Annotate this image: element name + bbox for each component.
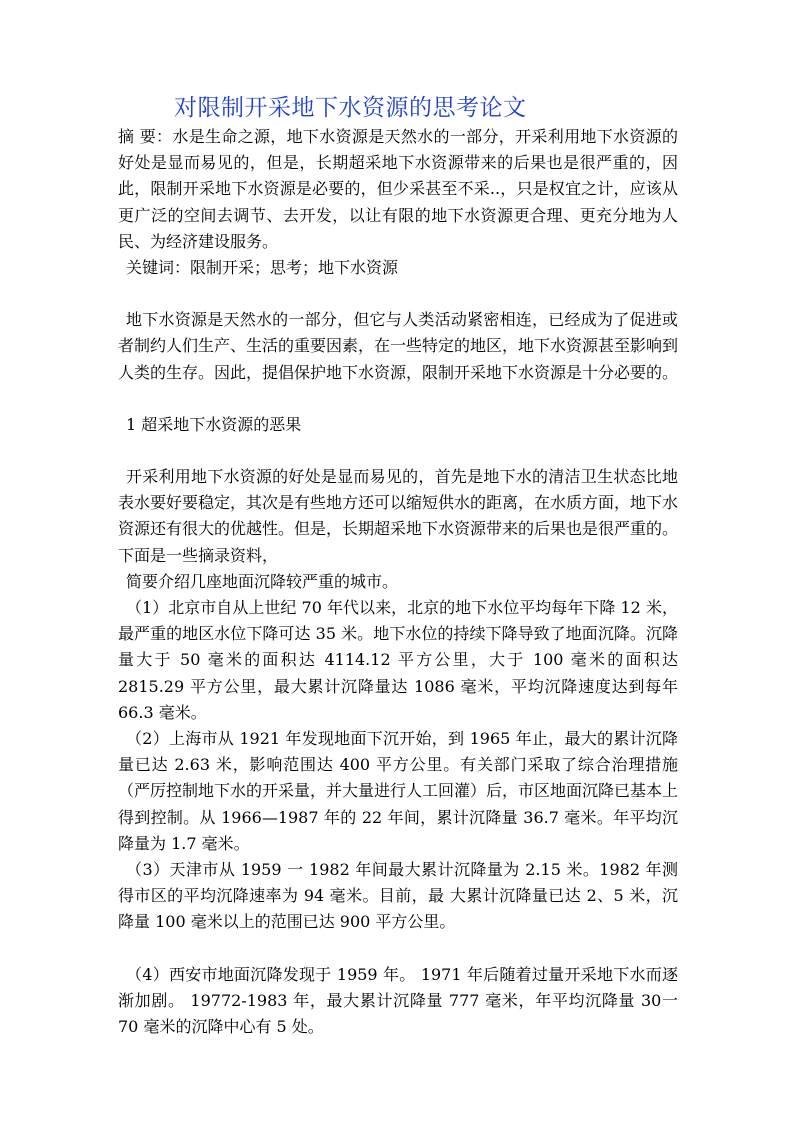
- list-item-xian: （4）西安市地面沉降发现于 1959 年。 1971 年后随着过量开采地下水而逐渐加剧。 19772-1983 年，最大累计沉降量 777 毫米，年平均沉降量 30一70 毫米的沉降中心有 5 处。: [118, 964, 678, 1037]
- paragraph-spacer: [118, 281, 678, 307]
- paragraph-spacer: [118, 438, 678, 464]
- paragraph-spacer: [118, 936, 678, 962]
- keywords-line: 关键词：限制开采；思考；地下水资源: [126, 258, 399, 278]
- section-paragraph: 简要介绍几座地面沉降较严重的城市。: [126, 571, 399, 591]
- section-paragraph: 开采利用地下水资源的好处是显而易见的，首先是地下水的清洁卫生状态比地表水要好要稳定，其次是有些地方还可以缩短供水的距离，在水质方面，地下水资源还有很大的优越性。但是，长期超采地下水资源带来的后果也是很严重的。下面是一些摘录资料，: [118, 467, 679, 565]
- list-item-shanghai: （2）上海市从 1921 年发现地面下沉开始，到 1965 年止，最大的累计沉降量已达 2.63 米，影响范围达 400 平方公里。有关部门采取了综合治理措施（严厉控制地下水的开采量，并大量进行人工回灌）后，市区地面沉降已基本上得到控制。从 1966—1987 年的 22 年间，累计沉降量 36.7 毫米。年平均沉降量为 1.7 毫米。: [118, 729, 679, 853]
- page-title: 对限制开采地下水资源的思考论文: [174, 95, 527, 121]
- abstract-paragraph: 摘 要：水是生命之源，地下水资源是天然水的一部分，开采利用地下水资源的好处是显而易见的，但是，长期超采地下水资源带来的后果也是很严重的，因此，限制开采地下水资源是必要的，但少采甚至不采..，只是权宜之计，应该从更广泛的空间去调节、去开发，以让有限的地下水资源更合理、更充分地为人民、为经济建设服务。: [118, 127, 678, 251]
- intro-paragraph: 地下水资源是天然水的一部分，但它与人类活动紧密相连，已经成为了促进或者制约人们生产、生活的重要因素，在一些特定的地区，地下水资源甚至影响到人类的生存。因此，提倡保护地下水资源，限制开采地下水资源是十分必要的。: [118, 310, 679, 382]
- list-item-tianjin: （3）天津市从 1959 一 1982 年间最大累计沉降量为 2.15 米。1982 年测得市区的平均沉降速率为 94 毫米。目前，最 大累计沉降量已达 2、5 米，沉降量 100 毫米以上的范围已达 900 平方公里。: [118, 860, 678, 932]
- list-item-beijing: （1）北京市自从上世纪 70 年代以来，北京的地下水位平均每年下降 12 米，最严重的地区水位下降可达 35 米。地下水位的持续下降导致了地面沉降。沉降量大于 50 毫米的面积达 4114.12 平方公里，大于 100 毫米的面积达 2815.29 平方公里，最大累计沉降量达 1086 毫米，平均沉降速度达到每年 66.3 毫米。: [118, 598, 678, 722]
- section-heading: 1 超采地下水资源的恶果: [126, 414, 302, 434]
- paragraph-spacer: [118, 386, 678, 412]
- document-body: [118, 92, 678, 1040]
